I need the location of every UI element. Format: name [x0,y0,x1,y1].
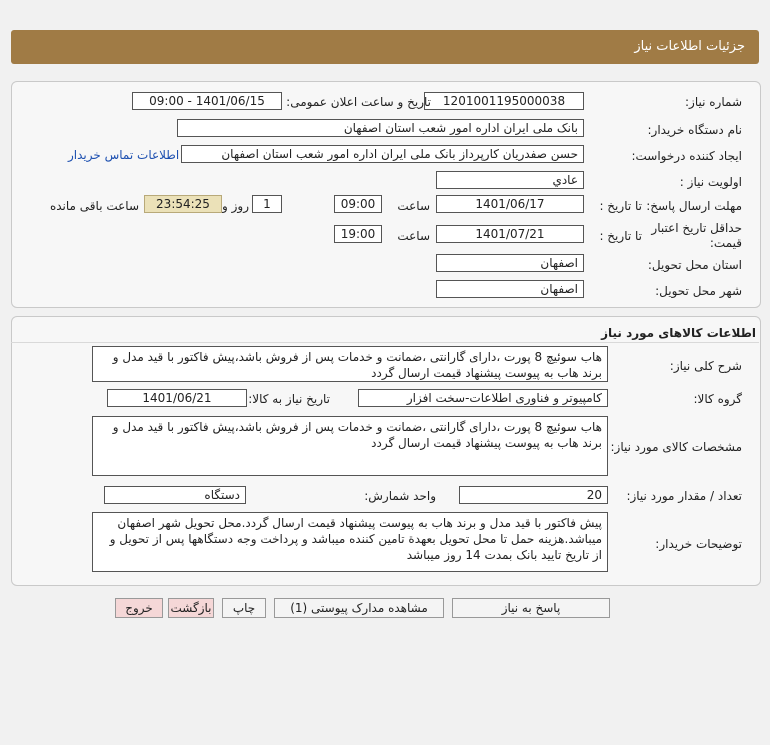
info-panel [11,81,761,308]
group-field: کامپیوتر و فناوری اطلاعات-سخت افزار [358,389,608,407]
quantity-label: تعداد / مقدار مورد نیاز: [626,489,742,503]
buyer-contact-link[interactable]: اطلاعات تماس خریدار [68,148,180,162]
deadline-time-label: ساعت [397,199,430,213]
validity-to-date-label: تا تاریخ : [599,229,642,243]
days-label: روز و [222,199,249,213]
exit-button[interactable]: خروج [115,598,163,618]
specs-field: هاب سوئیچ 8 پورت ،دارای گارانتی ،ضمانت و خدمات پس از فروش باشد،پیش فاکتور با قید مدل و برند هاب به پیوست پیشنهاد قیمت ارسال گردد [92,416,608,476]
back-button[interactable]: بازگشت [168,598,214,618]
deadline-time-field: 09:00 [334,195,382,213]
remaining-time-display: 23:54:25 [144,195,222,213]
view-attachments-button[interactable]: مشاهده مدارک پیوستی (1) [274,598,444,618]
creator-field: حسن صفدریان کارپرداز بانک ملی ایران اداره امور شعب استان اصفهان [181,145,584,163]
quantity-field: 20 [459,486,608,504]
announce-label: تاریخ و ساعت اعلان عمومی: [286,95,431,109]
group-label: گروه کالا: [693,392,742,406]
priority-label: اولویت نیاز : [679,175,742,189]
buyer-notes-label: توضیحات خریدار: [655,537,742,551]
need-number-field: 1201001195000038 [424,92,584,110]
goods-section-title: اطلاعات کالاهای مورد نیاز [601,326,756,340]
section-divider [11,342,759,343]
page-header [11,30,759,64]
priority-field: عادي [436,171,584,189]
description-field: هاب سوئیچ 8 پورت ،دارای گارانتی ،ضمانت و خدمات پس از فروش باشد،پیش فاکتور با قید مدل و برند هاب به پیوست پیشنهاد قیمت ارسال گردد [92,346,608,382]
buyer-field: بانک ملی ایران اداره امور شعب استان اصفهان [177,119,584,137]
description-label: شرح کلی نیاز: [669,359,742,373]
city-field: اصفهان [436,280,584,298]
validity-date-field: 1401/07/21 [436,225,584,243]
print-button[interactable]: چاپ [222,598,266,618]
buyer-notes-field: پیش فاکتور با قید مدل و برند هاب به پیوست پیشنهاد قیمت ارسال گردد.محل تحویل شهر اصفهان میباشد.هزینه حمل تا محل تحویل بعهدة تامین کننده میباشد و پرداخت وجه دستگاهها پس از تحویل و از تاریخ تایید بانک بمدت 14 روز میباشد [92,512,608,572]
need-date-field: 1401/06/21 [107,389,247,407]
unit-field: دستگاه [104,486,246,504]
validity-time-label: ساعت [397,229,430,243]
announce-field: 1401/06/15 - 09:00 [132,92,282,110]
page-title: جزئیات اطلاعات نیاز [634,39,745,54]
specs-label: مشخصات کالای مورد نیاز: [610,440,742,454]
deadline-to-date-label: تا تاریخ : [599,199,642,213]
need-date-label: تاریخ نیاز به کالا: [248,392,330,406]
unit-label: واحد شمارش: [364,489,436,503]
respond-button[interactable]: پاسخ به نیاز [452,598,610,618]
buyer-label: نام دستگاه خریدار: [647,123,742,137]
province-field: اصفهان [436,254,584,272]
need-number-label: شماره نیاز: [685,95,742,109]
remaining-time-label: ساعت باقی مانده [49,199,139,213]
validity-time-field: 19:00 [334,225,382,243]
province-label: استان محل تحویل: [647,258,742,272]
city-label: شهر محل تحویل: [655,284,742,298]
deadline-date-field: 1401/06/17 [436,195,584,213]
creator-label: ایجاد کننده درخواست: [631,149,742,163]
days-field: 1 [252,195,282,213]
validity-label: حداقل تاریخ اعتبار قیمت: [651,221,742,250]
deadline-label: مهلت ارسال پاسخ: [646,199,742,213]
